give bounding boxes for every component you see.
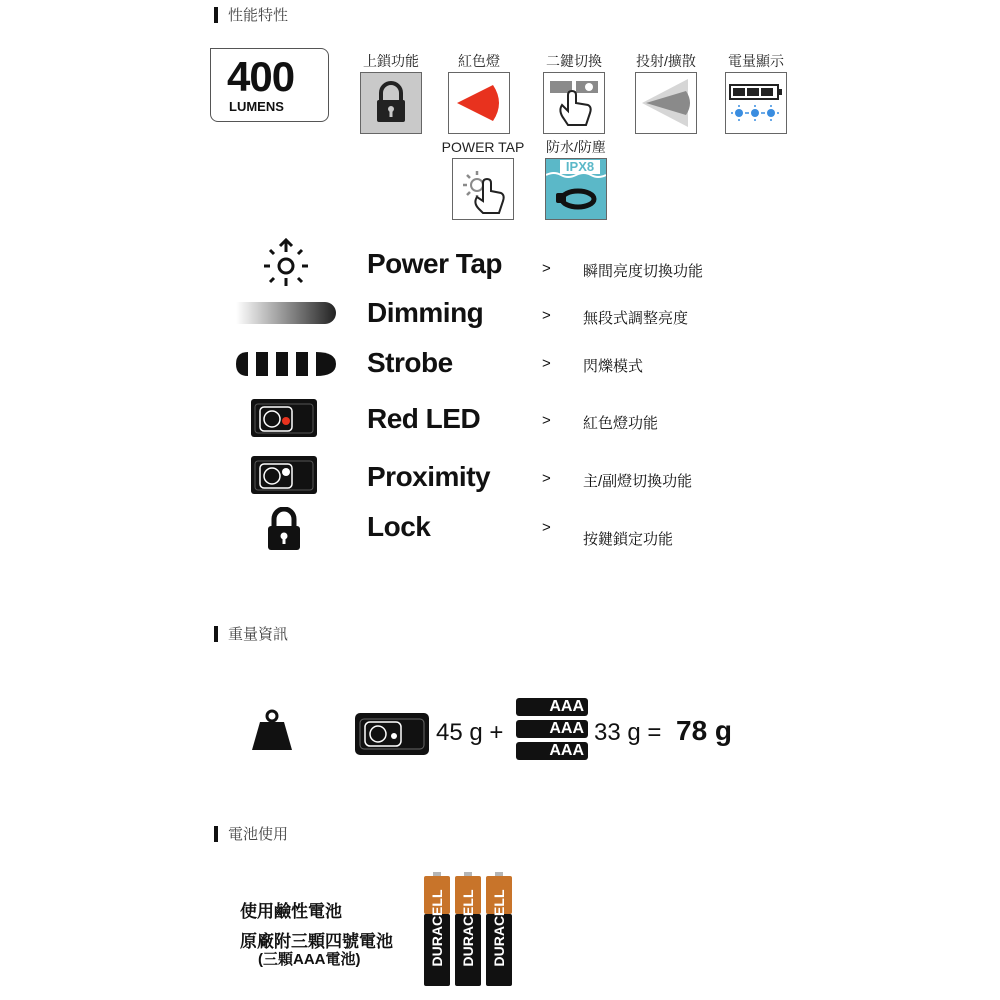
dimming-gradient-icon <box>236 302 336 324</box>
mode-arrow: > <box>542 519 551 536</box>
brand-label: DURACELL <box>460 889 476 967</box>
duracell-battery <box>454 872 482 986</box>
aaa-battery: AAA <box>516 720 588 738</box>
section-title-features <box>214 4 288 25</box>
lock-icon <box>265 507 303 551</box>
mode-name-red-led: Red LED <box>367 403 481 434</box>
battery-info-line2: 原廠附三顆四號電池 <box>240 932 393 951</box>
feature-spot-flood <box>630 52 702 134</box>
padlock-icon <box>360 72 422 134</box>
feature-label: POWER TAP <box>441 139 525 155</box>
power-tap-icon <box>452 158 514 220</box>
ipx8-badge: IPX8 <box>560 160 600 174</box>
feature-power-tap <box>436 138 530 220</box>
section-bar <box>214 826 218 842</box>
strobe-icon <box>234 350 338 378</box>
section-bar <box>214 7 218 23</box>
mode-name-power-tap: Power Tap <box>367 248 503 279</box>
feature-waterproof <box>542 138 610 220</box>
feature-label: 上鎖功能 <box>363 53 419 69</box>
section-title-battery <box>214 823 288 844</box>
section-title-text: 性能特性 <box>228 7 289 24</box>
mode-arrow: > <box>542 260 551 277</box>
proximity-headlamp-icon <box>250 455 318 495</box>
battery-indicator-icon <box>725 72 787 134</box>
feature-red-light <box>446 52 512 134</box>
feature-label: 電量顯示 <box>728 53 784 69</box>
red-beam-icon <box>448 72 510 134</box>
mode-arrow: > <box>542 307 551 324</box>
feature-two-button <box>540 52 608 134</box>
mode-arrow: > <box>542 470 551 487</box>
mode-name-proximity: Proximity <box>367 461 491 492</box>
feature-label: 投射/擴散 <box>636 53 696 69</box>
mode-name-strobe: Strobe <box>367 347 453 378</box>
mode-desc-power-tap: 瞬間亮度切換功能 <box>583 263 704 280</box>
feature-lock <box>358 52 424 134</box>
feature-label: 紅色燈 <box>458 53 500 69</box>
mode-desc-red-led: 紅色燈功能 <box>583 415 659 432</box>
brand-label: DURACELL <box>491 889 507 967</box>
two-button-switch-icon <box>543 72 605 134</box>
waterproof-icon <box>545 158 607 220</box>
headlamp-body-icon <box>354 712 430 756</box>
battery-weight: 33 g = <box>594 719 662 746</box>
duracell-battery <box>485 872 513 986</box>
red-led-headlamp-icon <box>250 398 318 438</box>
battery-info-line3: (三顆AAA電池) <box>258 951 361 968</box>
mode-name-dimming: Dimming <box>367 297 484 328</box>
total-weight: 78 g <box>676 715 733 746</box>
lumens-value: 400 <box>227 53 295 100</box>
lumens-unit: LUMENS <box>229 99 284 114</box>
mode-desc-proximity: 主/副燈切換功能 <box>583 473 693 490</box>
lumens-badge <box>210 48 329 122</box>
mode-arrow: > <box>542 355 551 372</box>
feature-label: 防水/防塵 <box>546 139 606 155</box>
feature-label: 二鍵切換 <box>546 53 602 69</box>
lamp-weight: 45 g + <box>436 719 504 746</box>
aaa-battery: AAA <box>516 742 588 760</box>
section-title-text: 電池使用 <box>228 826 289 843</box>
mode-desc-strobe: 閃爍模式 <box>583 358 644 375</box>
brand-label: DURACELL <box>429 889 445 967</box>
power-tap-sun-icon <box>262 238 310 290</box>
section-title-text: 重量資訊 <box>228 626 289 643</box>
battery-info-line1: 使用鹼性電池 <box>240 902 342 921</box>
mode-arrow: > <box>542 412 551 429</box>
mode-name-lock: Lock <box>367 511 431 542</box>
spot-flood-icon <box>635 72 697 134</box>
duracell-battery <box>423 872 451 986</box>
mode-desc-dimming: 無段式調整亮度 <box>583 310 689 327</box>
aaa-battery: AAA <box>516 698 588 716</box>
weight-icon <box>250 708 294 750</box>
mode-desc-lock: 按鍵鎖定功能 <box>583 531 674 548</box>
section-title-weight <box>214 623 288 644</box>
feature-battery-indicator <box>722 52 790 134</box>
section-bar <box>214 626 218 642</box>
